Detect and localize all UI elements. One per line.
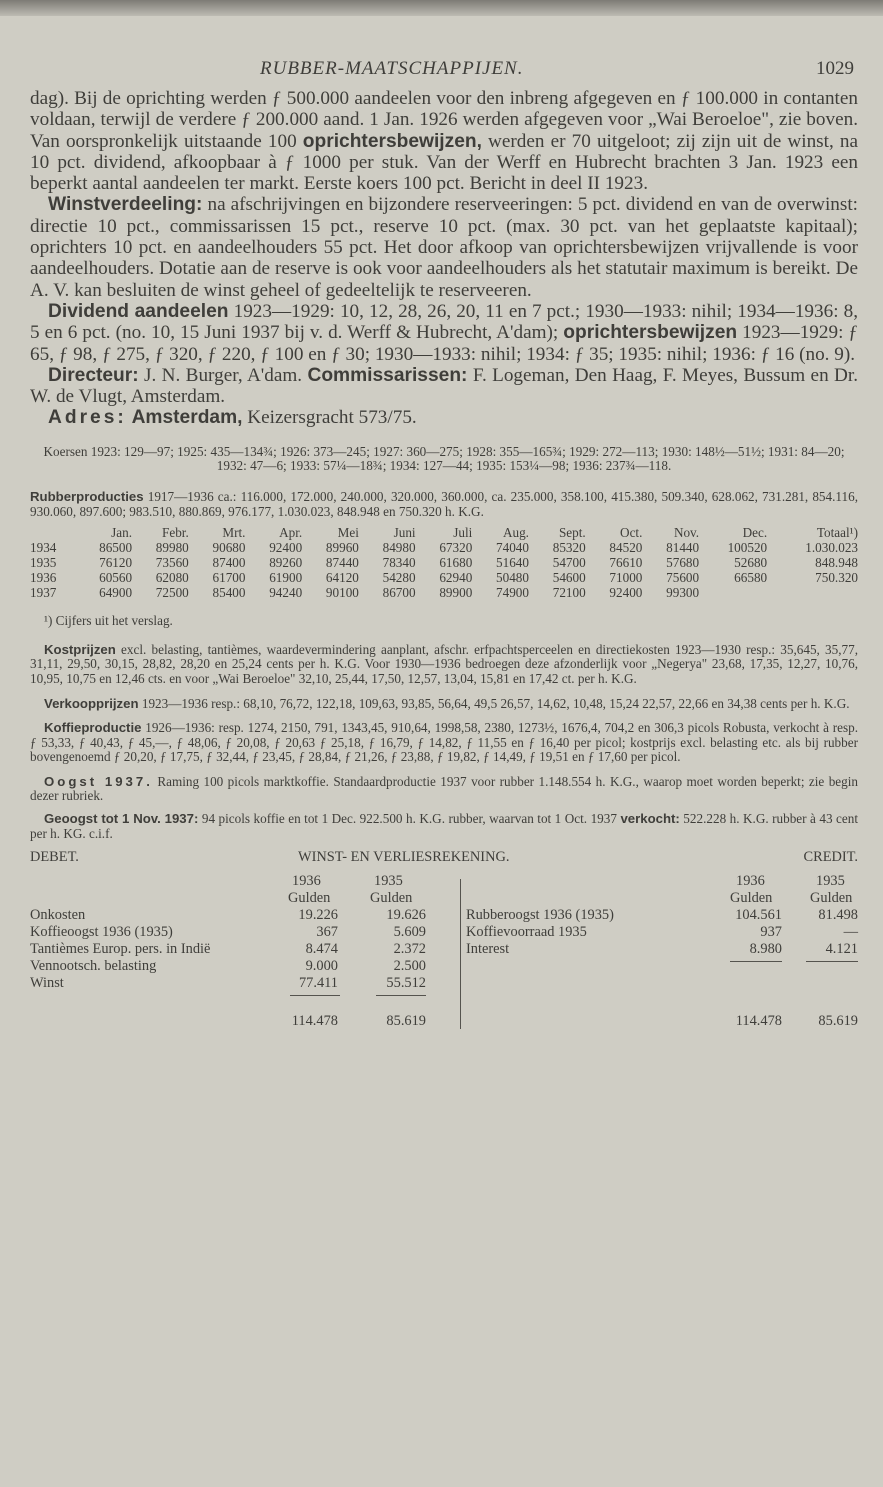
- table-row: [30, 555, 858, 570]
- table-cell: 62080: [155, 570, 189, 586]
- debit-row-1936: 8.474: [305, 941, 338, 958]
- table-cell: 52680: [734, 555, 768, 571]
- table-cell: 85400: [212, 585, 246, 601]
- table-cell: 64900: [99, 585, 133, 601]
- adres-city: Amsterdam,: [131, 407, 243, 429]
- debit-row-label: Onkosten: [30, 907, 86, 924]
- table-cell: 67320: [439, 540, 473, 556]
- table-cell: 54280: [382, 570, 416, 586]
- table-cell: 84520: [609, 540, 643, 556]
- debit-total-rule: [376, 995, 426, 996]
- table-cell: 1937: [30, 585, 57, 601]
- table-cell: 89260: [269, 555, 303, 571]
- table-header-cell: Nov.: [673, 525, 700, 541]
- table-header-row: [30, 525, 858, 540]
- table-cell: 1934: [30, 540, 57, 556]
- table-cell: 51640: [496, 555, 529, 571]
- table-header-cell: Totaal¹): [816, 525, 858, 541]
- table-cell: 1936: [30, 570, 57, 586]
- debit-year-1935: 1935: [374, 873, 403, 890]
- adres-paragraph: [30, 407, 858, 428]
- account-title: WINST- EN VERLIESREKENING.: [298, 849, 510, 866]
- table-header-cell: [30, 525, 75, 540]
- table-cell: 87440: [325, 555, 359, 571]
- table-cell: 60560: [99, 570, 133, 586]
- table-cell: 86700: [382, 585, 416, 601]
- table-cell: 90680: [212, 540, 246, 556]
- debit-row-1936: 9.000: [305, 958, 338, 975]
- verkocht-text: 522.228 h. K.G. rubber à 43 cent per h. KG. c.i.f.: [30, 811, 858, 841]
- credit-total-rule: [806, 961, 858, 962]
- table-cell: 1935: [30, 555, 57, 571]
- credit-row-1935: 81.498: [818, 907, 858, 924]
- koffieproductie-text: 1926—1936: resp. 1274, 2150, 791, 1343,45, 910,64, 1998,58, 2380, 1273½, 1676,4, 704,2 en 306,3 picols Robusta, verkocht à resp. ƒ 53,33, ƒ 40,43, ƒ 45,—, ƒ 48,06, ƒ 20,08, ƒ 20,63 ƒ 25,18, ƒ 16,79, ƒ 14,82, ƒ 11,55 en ƒ 16,40 per picol; kostprijs excl. belasting etc. als bij rubber bovengenoemd ƒ 20,20, ƒ 17,75, ƒ 32,44, ƒ 23,45, ƒ 28,84, ƒ 21,26, ƒ 23,88, ƒ 19,82, ƒ 14,49, ƒ 19,51 en ƒ 17,60 per picol.: [30, 720, 858, 765]
- debit-total-1935: 85.619: [386, 1013, 426, 1030]
- running-header: [30, 58, 858, 88]
- debit-row-label: Tantièmes Europ. pers. in Indië: [30, 941, 211, 958]
- table-cell: 848.948: [815, 555, 858, 571]
- koersen-text: Koersen 1923: 129—97; 1925: 435—134¾; 1926: 373—245; 1927: 360—275; 1928: 355—165¾; 1929: 272—113; 1930: 148½—51½; 1931: 84—20; 1932: 47—6; 1933: 57¼—18¾; 1934: 127—44; 1935: 153¼—98; 1936: 237¾—118.: [43, 443, 845, 474]
- table-cell: 94240: [269, 585, 303, 601]
- table-header-cell: Sept.: [558, 525, 586, 541]
- winstverdeeling-text: na afschrijvingen en bijzondere reserveeringen: 5 pct. dividend en van de overwinst: directie 10 pct., commissarissen 15 pct., reserve 10 pct. (max. 30 pct. van het geplaatste kapitaal); oprichters 10 pct. en aandeelhouders 55 pct. Het door afkoop van oprichtersbewijzen vrijvallende is voor aandeelhouders. Dotatie aan de reserve is ook voor aandeelhouders als het statutair maximum is bereikt. De A. V. kan besluiten de winst geheel of gedeeltelijk te reserveeren.: [30, 194, 858, 301]
- table-cell: 54600: [552, 570, 586, 586]
- table-cell: 61680: [439, 555, 473, 571]
- adres-text: Keizersgracht 573/75.: [247, 407, 417, 429]
- commissarissen-text: F. Logeman, Den Haag, F. Meyes, Bussum en Dr. W. de Vlugt, Amsterdam.: [30, 364, 859, 408]
- intro-paragraph: [30, 88, 858, 194]
- table-cell: 750.320: [815, 570, 858, 586]
- credit-year-1935: 1935: [816, 873, 845, 890]
- table-row: [30, 585, 858, 600]
- page-title: RUBBER-MAATSCHAPPIJEN.: [260, 58, 524, 79]
- credit-year-1936: 1936: [736, 873, 765, 890]
- credit-row-label: Interest: [466, 941, 510, 958]
- debit-row-1935: 55.512: [386, 975, 426, 992]
- table-cell: 57680: [666, 555, 700, 571]
- debet-heading: DEBET.: [30, 849, 79, 866]
- table-header-cell: Mrt.: [222, 525, 246, 541]
- table-cell: 87400: [212, 555, 246, 571]
- directeur-text: J. N. Burger, A'dam.: [144, 364, 303, 386]
- verkoopprijzen-text: 1923—1936 resp.: 68,10, 76,72, 122,18, 109,63, 93,85, 56,64, 49,5 26,57, 14,62, 10,48, 15,24 22,57, 22,66 en 34,38 cents per h. K.G.: [141, 695, 850, 711]
- commissarissen-label: Commissarissen:: [307, 364, 468, 386]
- table-cell: 90100: [325, 585, 359, 601]
- debit-row-label: Winst: [30, 975, 64, 992]
- winstverdeeling-label: Winstverdeeling:: [48, 194, 203, 216]
- intro-text: dag). Bij de oprichting werden ƒ 500.000 aandeelen voor den inbreng afgegeven en ƒ 100.000 in contanten voldaan, terwijl de verdere ƒ 200.000 aand. 1 Jan. 1926 werden afgegeven voor „Wai Beroeloe", zie boven. Van oorspronkelijk uitstaande 100: [30, 88, 858, 152]
- credit-row-1935: —: [843, 924, 858, 941]
- credit-unit-1936: Gulden: [730, 890, 773, 907]
- page: [30, 58, 858, 1039]
- intro-bold-term: oprichtersbewijzen,: [302, 130, 482, 152]
- oogst-text: Raming 100 picols marktkoffie. Standaardproductie 1937 voor rubber 1.148.554 h. K.G., waarop moet worden beperkt; zie begin dezer rubriek.: [30, 773, 859, 804]
- directeur-label: Directeur:: [48, 364, 139, 386]
- table-cell: 92400: [609, 585, 643, 601]
- debit-row-1936: 367: [316, 924, 338, 941]
- verkoopprijzen-label: Verkoopprijzen: [44, 695, 139, 711]
- debit-year-1936: 1936: [292, 873, 321, 890]
- credit-heading: CREDIT.: [803, 849, 858, 866]
- adres-label: Adres:: [48, 407, 127, 429]
- debit-row-1936: 19.226: [298, 907, 338, 924]
- table-cell: 54700: [552, 555, 586, 571]
- credit-total-1935: 85.619: [818, 1013, 858, 1030]
- kostprijzen-paragraph: [30, 643, 858, 687]
- rubberproducties-text: 1917—1936 ca.: 116.000, 172.000, 240.000, 320.000, 360.000, ca. 235.000, 358.100, 415.380, 509.340, 628.062, 731.281, 854.116, 930.060, 897.600; 983.510, 880.869, 976.177, 1.030.023, 848.948 en 750.320 h. K.G.: [30, 488, 859, 519]
- oogst-label: Oogst 1937.: [44, 773, 153, 789]
- page-number: 1029: [816, 58, 854, 79]
- geoogst-label: Geoogst tot 1 Nov. 1937:: [44, 811, 199, 827]
- table-header-cell: Juli: [453, 525, 473, 541]
- dividend-label: Dividend aandeelen: [48, 300, 229, 322]
- intro-rest: werden er 70 uitgeloot; zij zijn uit de winst, na 10 pct. dividend, afkoopbaar à ƒ 1000 per stuk. Van der Werff en Hubrecht brachten 3 Jan. 1923 een beperkt aantal aandeelen ter markt. Eerste koers 100 pct. Bericht in deel II 1923.: [30, 130, 858, 195]
- table-cell: 73560: [155, 555, 189, 571]
- table-cell: 84980: [382, 540, 416, 556]
- production-table: [30, 525, 858, 600]
- table-row: [30, 570, 858, 585]
- table-cell: 61700: [212, 570, 246, 586]
- table-cell: 71000: [609, 570, 643, 586]
- table-cell: 85320: [552, 540, 586, 556]
- debit-total-1936: 114.478: [291, 1013, 338, 1030]
- table-cell: 92400: [269, 540, 303, 556]
- table-cell: 74040: [496, 540, 529, 556]
- debit-row-1935: 5.609: [393, 924, 426, 941]
- rubberproducties-label: Rubberproducties: [30, 488, 144, 504]
- verkoopprijzen-paragraph: [30, 697, 858, 712]
- debit-unit-1936: Gulden: [288, 890, 331, 907]
- table-header-cell: Apr.: [279, 525, 303, 541]
- table-cell: 81440: [666, 540, 700, 556]
- debit-row-1935: 2.372: [393, 941, 426, 958]
- footnote-text: ¹) Cijfers uit het verslag.: [44, 613, 173, 629]
- debit-row-1935: 19.626: [386, 907, 426, 924]
- credit-row-label: Rubberoogst 1936 (1935): [466, 907, 614, 924]
- scan-edge: [0, 0, 883, 16]
- credit-row-1936: 8.980: [749, 941, 782, 958]
- table-cell: 89900: [439, 585, 473, 601]
- table-header-cell: Juni: [393, 525, 416, 541]
- profit-loss-account: [30, 849, 858, 1039]
- account-divider: [460, 879, 461, 1029]
- table-row: [30, 540, 858, 555]
- table-cell: 89960: [325, 540, 359, 556]
- footnote: [30, 614, 858, 629]
- table-header-cell: Dec.: [742, 525, 768, 541]
- debit-unit-1935: Gulden: [370, 890, 413, 907]
- credit-row-1936: 937: [760, 924, 782, 941]
- table-header-cell: Mei: [337, 525, 359, 541]
- table-header-cell: Jan.: [111, 525, 133, 541]
- table-cell: 1.030.023: [805, 540, 858, 556]
- table-cell: 78340: [382, 555, 416, 571]
- verkocht-label: verkocht:: [620, 811, 680, 827]
- table-cell: 75600: [666, 570, 700, 586]
- koffieproductie-paragraph: [30, 721, 858, 765]
- credit-unit-1935: Gulden: [810, 890, 853, 907]
- credit-row-1935: 4.121: [825, 941, 858, 958]
- kostprijzen-label: Kostprijzen: [44, 641, 116, 657]
- credit-total-rule: [730, 961, 782, 962]
- oprichtersbewijzen-text: 1923—1929: ƒ 65, ƒ 98, ƒ 275, ƒ 320, ƒ 220, ƒ 100 en ƒ 30; 1930—1933: nihil; 1934: ƒ 35; 1935: nihil; 1936: ƒ 16 (no. 9).: [30, 322, 859, 365]
- table-cell: 72100: [552, 585, 586, 601]
- credit-total-1936: 114.478: [735, 1013, 782, 1030]
- oprichtersbewijzen-label: oprichtersbewijzen: [563, 322, 738, 344]
- table-cell: 74900: [496, 585, 529, 601]
- table-cell: 50480: [496, 570, 529, 586]
- directeur-paragraph: [30, 365, 858, 408]
- debit-row-1936: 77.411: [298, 975, 338, 992]
- table-cell: [699, 585, 767, 600]
- koffieproductie-label: Koffieproductie: [44, 720, 142, 736]
- winstverdeeling-paragraph: [30, 194, 858, 300]
- table-header-cell: Oct.: [620, 525, 643, 541]
- table-cell: 99300: [666, 585, 700, 601]
- kostprijzen-text: excl. belasting, tantièmes, waardevermindering aanplant, afschr. erfpachtsperceelen en directiekosten 1923—1930 resp.: 35,645, 35,77, 31,11, 29,50, 30,15, 28,82, 28,20 en 25,24 cents per h. K.G. Voor 1930—1936 bedroegen deze afzonderlijk voor „Negerya" 23,68, 17,35, 12,27, 10,76, 10,95, 10,75 en 12,46 cts. en voor „Wai Beroeloe" 32,10, 25,44, 17,50, 12,57, 13,04, 15,81 en 17,42 ct. per h. K.G.: [30, 641, 859, 686]
- geoogst-paragraph: [30, 812, 858, 841]
- table-cell: 89980: [155, 540, 189, 556]
- table-header-cell: Aug.: [502, 525, 529, 541]
- table-cell: 76120: [99, 555, 133, 571]
- dividend-paragraph: [30, 301, 858, 365]
- table-cell: [767, 585, 858, 600]
- debit-row-label: Koffieoogst 1936 (1935): [30, 924, 173, 941]
- table-cell: 100520: [727, 540, 768, 556]
- table-cell: 72500: [155, 585, 189, 601]
- rubberproducties-paragraph: [30, 490, 858, 519]
- debit-total-rule: [290, 995, 340, 996]
- geoogst-text: 94 picols koffie en tot 1 Dec. 922.500 h. K.G. rubber, waarvan tot 1 Oct. 1937: [201, 811, 617, 827]
- credit-row-1936: 104.561: [735, 907, 782, 924]
- credit-row-label: Koffievoorraad 1935: [466, 924, 587, 941]
- koersen-paragraph: [30, 445, 858, 474]
- table-header-cell: Febr.: [162, 525, 189, 541]
- table-cell: 66580: [734, 570, 768, 586]
- table-cell: 76610: [609, 555, 643, 571]
- oogst-paragraph: [30, 775, 858, 804]
- dividend-text: 1923—1929: 10, 12, 28, 26, 20, 11 en 7 pct.; 1930—1933: nihil; 1934—1936: 8, 5 en 6 pct. (no. 10, 15 Juni 1937 bij v. d. Werff & Hubrecht, A'dam);: [30, 300, 859, 344]
- debit-row-1935: 2.500: [393, 958, 426, 975]
- table-cell: 86500: [99, 540, 133, 556]
- table-cell: 62940: [439, 570, 473, 586]
- table-cell: 61900: [269, 570, 303, 586]
- debit-row-label: Vennootsch. belasting: [30, 958, 157, 975]
- table-cell: 64120: [325, 570, 359, 586]
